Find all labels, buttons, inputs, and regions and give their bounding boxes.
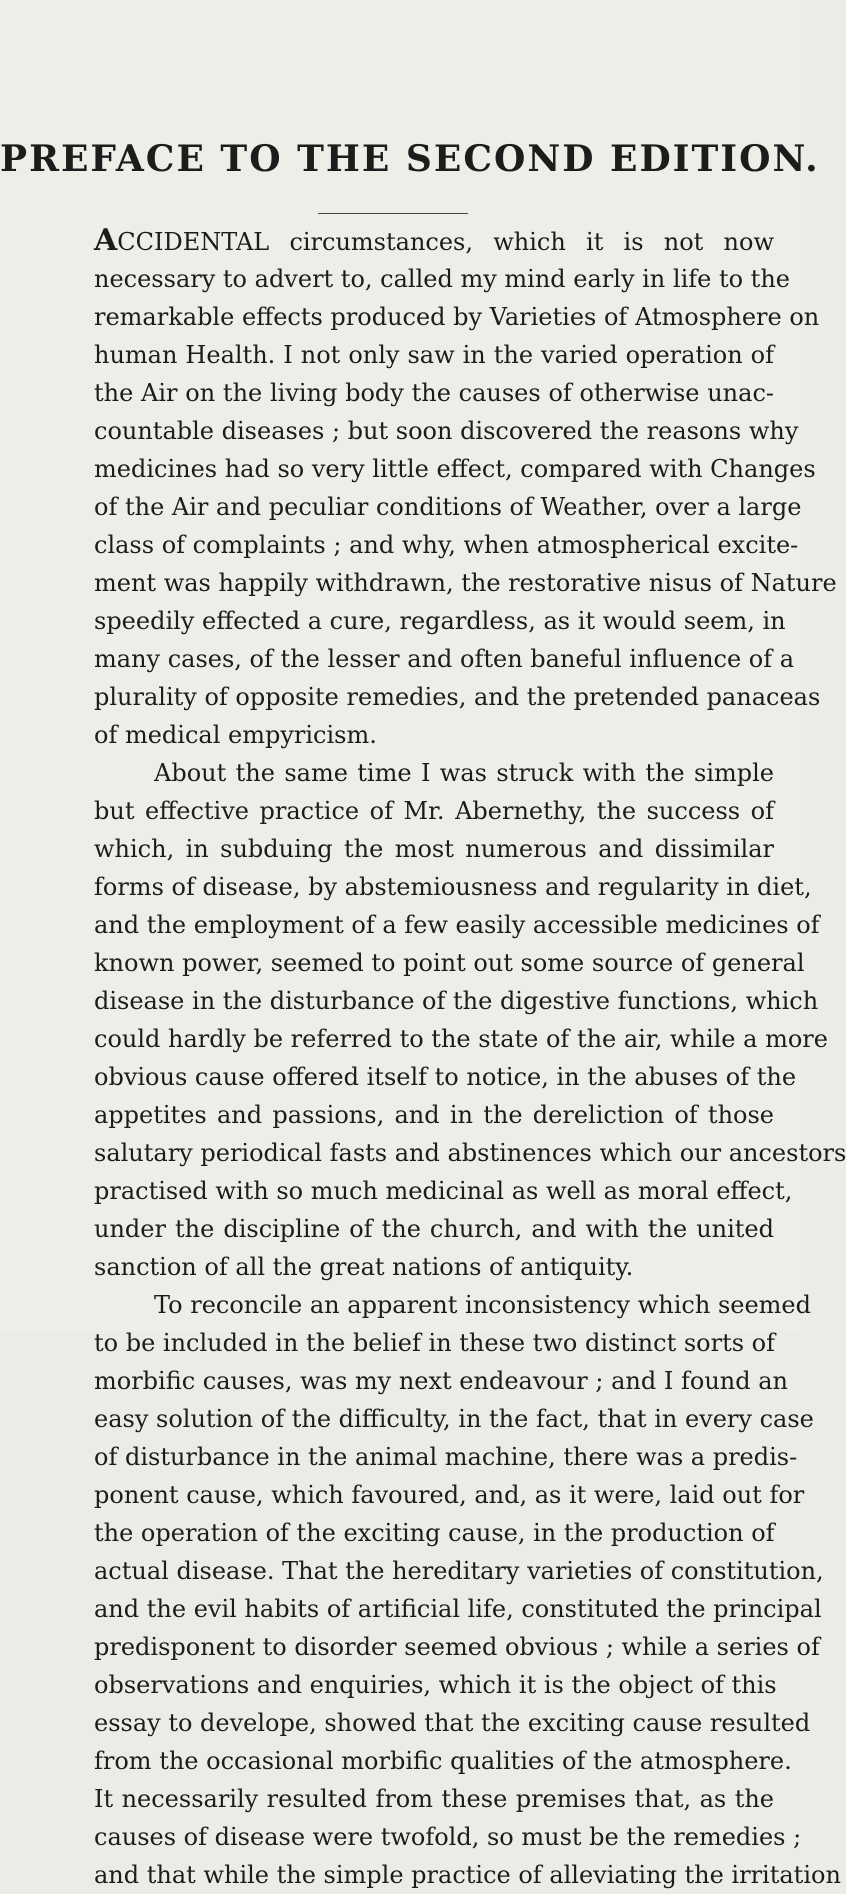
text-line: causes of disease were twofold, so must be the remedies ; <box>94 1823 802 1851</box>
text-line: of disturbance in the animal machine, there was a predis- <box>94 1443 798 1471</box>
drop-cap-initial: A <box>94 223 118 258</box>
text-line: under the discipline of the church, and with the united <box>94 1215 774 1243</box>
text-line: the operation of the exciting cause, in the production of <box>94 1519 775 1547</box>
text-line: to be included in the belief in these two distinct sorts of <box>94 1329 775 1357</box>
text-line: To reconcile an apparent inconsistency which seemed <box>154 1291 811 1319</box>
text-line: many cases, of the lesser and often baneful influence of a <box>94 645 795 673</box>
text-line: observations and enquiries, which it is the object of this <box>94 1671 777 1699</box>
text-line: of the Air and peculiar conditions of Weather, over a large <box>94 493 802 521</box>
text-line: forms of disease, by abstemiousness and regularity in diet, <box>94 873 812 901</box>
text-line: remarkable effects produced by Varieties of Atmosphere on <box>94 303 820 331</box>
text-line: easy solution of the difficulty, in the fact, that in every case <box>94 1405 814 1433</box>
text-line: human Health. I not only saw in the varied operation of <box>94 341 774 369</box>
text-line: necessary to advert to, called my mind early in life to the <box>94 265 790 293</box>
opening-word: CCIDENTAL <box>117 228 270 256</box>
text-line: and the evil habits of artificial life, constituted the principal <box>94 1595 822 1623</box>
text-line: but effective practice of Mr. Abernethy, the success of <box>94 797 774 825</box>
page-title: PREFACE TO THE SECOND EDITION. <box>0 138 820 180</box>
text-line: from the occasional morbific qualities of the atmosphere. <box>94 1747 792 1775</box>
preface-text <box>94 222 846 1894</box>
text-line: speedily effected a cure, regardless, as it would seem, in <box>94 607 786 635</box>
title-divider <box>318 213 468 214</box>
text-line: disease in the disturbance of the digestive functions, which <box>94 987 819 1015</box>
text-line: could hardly be referred to the state of the air, while a more <box>94 1025 828 1053</box>
text-line: It necessarily resulted from these premises that, as the <box>94 1785 774 1813</box>
text-line: obvious cause offered itself to notice, in the abuses of the <box>94 1063 797 1091</box>
text-line: the Air on the living body the causes of otherwise unac- <box>94 379 774 407</box>
text-line: predisponent to disorder seemed obvious ; while a series of <box>94 1633 820 1661</box>
text-line: salutary periodical fasts and abstinences which our ancestors <box>94 1139 846 1167</box>
text-line: and that while the simple practice of alleviating the irritation <box>94 1861 841 1889</box>
text-line: appetites and passions, and in the dereliction of those <box>94 1101 774 1129</box>
text-line: practised with so much medicinal as well as moral effect, <box>94 1177 793 1205</box>
text-line: known power, seemed to point out some source of general <box>94 949 805 977</box>
text-line: ACCIDENTAL circumstances, which it is not now <box>94 223 774 258</box>
text-line: morbific causes, was my next endeavour ; and I found an <box>94 1367 788 1395</box>
text-line: of medical empyricism. <box>94 721 377 749</box>
text-line: essay to develope, showed that the exciting cause resulted <box>94 1709 811 1737</box>
text-line: ment was happily withdrawn, the restorative nisus of Nature <box>94 569 837 597</box>
text-line: and the employment of a few easily accessible medicines of <box>94 911 820 939</box>
text-line: class of complaints ; and why, when atmospherical excite- <box>94 531 799 559</box>
text-line: which, in subduing the most numerous and dissimilar <box>94 835 774 863</box>
text-line: countable diseases ; but soon discovered the reasons why <box>94 417 799 445</box>
text-line: About the same time I was struck with the simple <box>154 759 774 787</box>
text-line: sanction of all the great nations of antiquity. <box>94 1253 634 1281</box>
text-line: plurality of opposite remedies, and the pretended panaceas <box>94 683 821 711</box>
text-line: ponent cause, which favoured, and, as it were, laid out for <box>94 1481 805 1509</box>
text-line: medicines had so very little effect, compared with Changes <box>94 455 816 483</box>
text-line: actual disease. That the hereditary varieties of constitution, <box>94 1557 824 1585</box>
